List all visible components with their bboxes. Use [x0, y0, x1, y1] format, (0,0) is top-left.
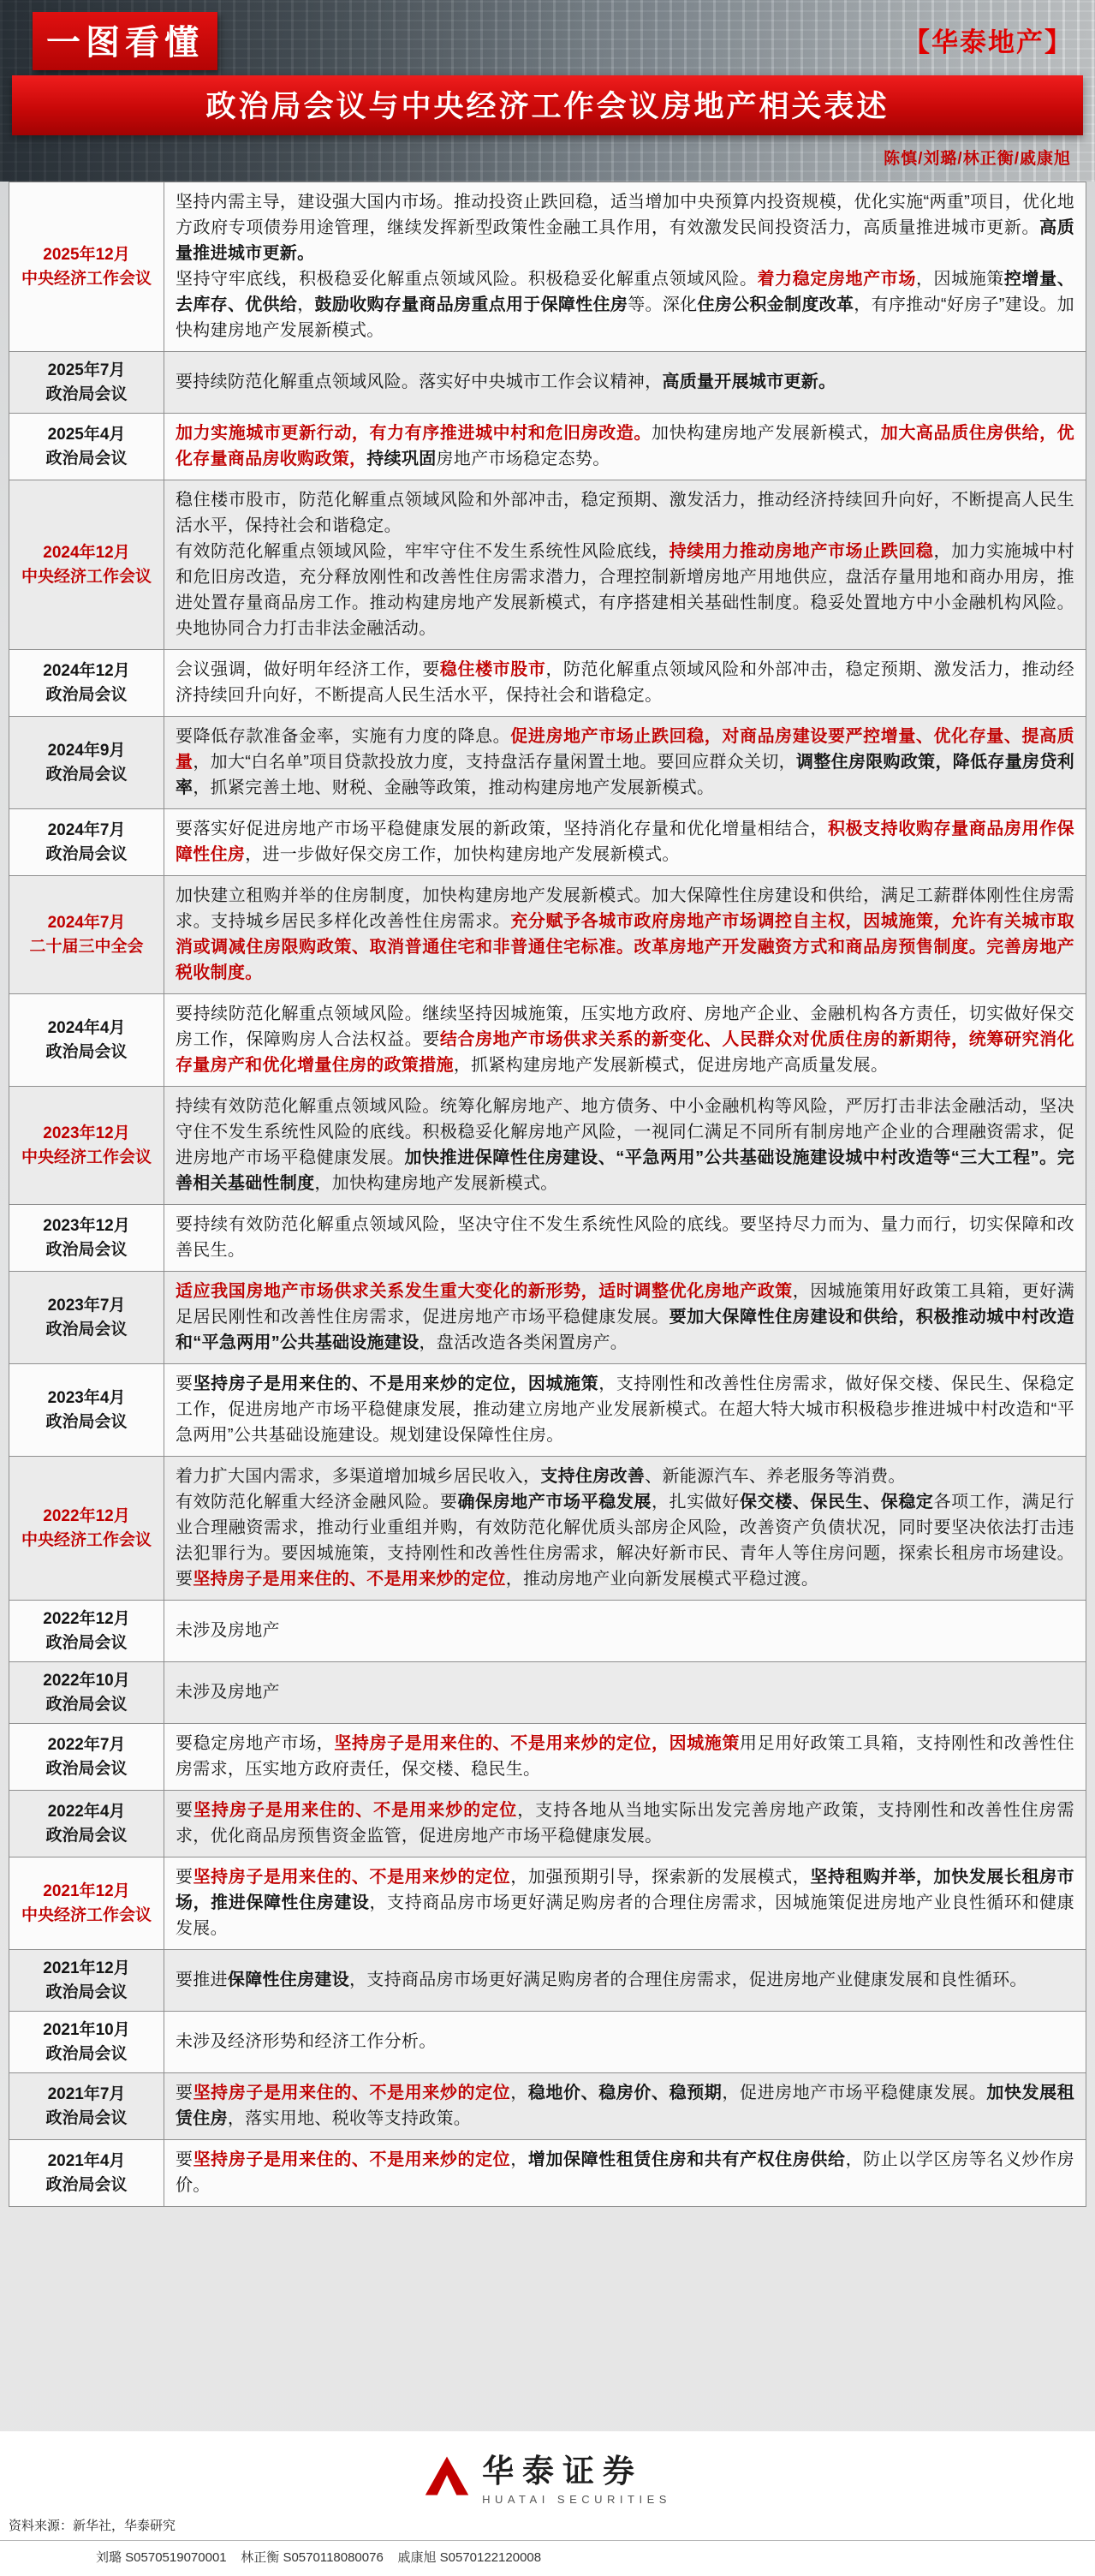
meeting-name: 政治局会议 — [45, 1826, 128, 1845]
meeting-date-cell — [9, 876, 164, 994]
statement-paragraph — [176, 1967, 1074, 1993]
meeting-statement-cell — [164, 1457, 1086, 1601]
statement-paragraph — [176, 420, 1074, 472]
statement-paragraph — [176, 883, 1074, 986]
statement-text-segment: 适应我国房地产市场供求关系发生重大变化的新形势，适时调整优化房地产政策 — [176, 1282, 793, 1302]
meeting-name: 政治局会议 — [45, 1320, 128, 1339]
statement-paragraph — [176, 657, 1074, 708]
statement-paragraph — [176, 1212, 1074, 1263]
meeting-statement-cell — [164, 2012, 1086, 2073]
table-row — [9, 414, 1086, 480]
meeting-date: 2023年4月 — [47, 1389, 126, 1408]
meeting-name: 中央经济工作会议 — [21, 1905, 152, 1924]
table-row — [9, 1364, 1086, 1457]
meeting-statement-cell — [164, 2073, 1086, 2140]
statement-text-segment: ，盘活改造各类闲置房产。 — [419, 1333, 628, 1353]
statement-text-segment: 保交楼、保民生、保稳定 — [740, 1493, 934, 1512]
statement-paragraph — [176, 1679, 1074, 1705]
statement-text-segment: ，支持商品房市场更好满足购房者的合理住房需求，促进房地产业健康发展和良性循环。 — [349, 1971, 1027, 1990]
statement-text-segment: 等。深化 — [628, 295, 698, 314]
meeting-date: 2021年12月 — [43, 1959, 130, 1978]
meeting-date-cell — [9, 1205, 164, 1272]
meeting-date: 2023年7月 — [47, 1297, 126, 1315]
statement-text-segment: 积极支持收购存量商品房用作保障性住房 — [176, 820, 1074, 865]
meeting-date-cell — [9, 1087, 164, 1205]
meeting-date: 2022年10月 — [43, 1672, 130, 1690]
meeting-statement-cell — [164, 1857, 1086, 1950]
policy-table-wrap — [9, 182, 1086, 2207]
meeting-name: 中央经济工作会议 — [21, 567, 152, 586]
meeting-statement-cell — [164, 809, 1086, 876]
statement-text-segment: ，抓紧完善土地、财税、金融等政策，推动构建房地产发展新模式。 — [193, 778, 715, 798]
statement-paragraph — [176, 1464, 1074, 1489]
meeting-name: 中央经济工作会议 — [21, 1148, 152, 1166]
meeting-date-cell — [9, 2012, 164, 2073]
statement-text-segment: 坚持房子是用来住的、不是用来炒的定位 — [193, 1868, 511, 1887]
meeting-statement-cell — [164, 182, 1086, 352]
statement-text-segment: 要持续有效防范化解重点领域风险，坚决守住不发生系统性风险的底线。要坚持尽力而为、量力而行，切实保障和改善民生。 — [176, 1215, 1074, 1261]
statement-paragraph — [176, 2147, 1074, 2198]
statement-text-segment: 有效防范化解重点领域风险，牢牢守住不发生系统性风险底线， — [176, 542, 669, 562]
meeting-statement-cell — [164, 2140, 1086, 2207]
footer — [0, 2431, 1095, 2576]
meeting-name: 政治局会议 — [45, 844, 128, 863]
statement-text-segment: ，支持刚性和改善性住房需求，做好保交楼、保民生、保稳定工作，促进房地产市场平稳健康发展，推动建立房地产业发展新模式。在超大特大城市积极稳步推进城中村改造和“平急两用”公共基础设施建设。规划建设保障性住房。 — [176, 1374, 1074, 1446]
meeting-date: 2022年4月 — [47, 1803, 126, 1822]
table-row — [9, 650, 1086, 717]
statement-text-segment: 要 — [176, 2150, 193, 2170]
statement-paragraph — [176, 1489, 1074, 1592]
table-row — [9, 1087, 1086, 1205]
statement-paragraph — [176, 539, 1074, 641]
meeting-date-cell — [9, 994, 164, 1087]
meeting-name: 政治局会议 — [45, 1633, 128, 1652]
meeting-name: 政治局会议 — [45, 1042, 128, 1061]
authors-line: 陈慎/刘璐/林正衡/戚康旭 — [884, 150, 1071, 168]
table-row — [9, 1950, 1086, 2012]
table-row — [9, 1662, 1086, 1724]
meeting-date-cell — [9, 809, 164, 876]
table-row — [9, 182, 1086, 352]
statement-text-segment: 要推进 — [176, 1971, 228, 1990]
statement-text-segment: 坚持房子是用来住的、不是用来炒的定位，因城施策 — [193, 1374, 599, 1394]
statement-text-segment: 要持续防范化解重点领域风险。落实好中央城市工作会议精神， — [176, 373, 663, 392]
statement-text-segment: 会议强调，做好明年经济工作，要 — [176, 660, 440, 680]
statement-text-segment: 着力扩大国内需求，多渠道增加城乡居民收入， — [176, 1467, 541, 1487]
meeting-date-cell — [9, 1272, 164, 1364]
meeting-name: 政治局会议 — [45, 1695, 128, 1714]
statement-text-segment: 要降低存款准备金率，实施有力度的降息。 — [176, 727, 511, 747]
table-row — [9, 994, 1086, 1087]
statement-paragraph — [176, 816, 1074, 868]
meeting-date: 2024年7月 — [47, 914, 126, 933]
statement-paragraph — [176, 2029, 1074, 2054]
statement-paragraph — [176, 1094, 1074, 1196]
statement-text-segment: ，有序推动“好房子”建设。加快构建房地产发展新模式。 — [176, 295, 1074, 340]
meeting-statement-cell — [164, 352, 1086, 414]
meeting-statement-cell — [164, 650, 1086, 717]
statement-text-segment: 控增量、去库存、优供给 — [176, 270, 1074, 314]
huatai-logo-text — [482, 2445, 671, 2506]
statement-text-segment: 坚持房子是用来住的、不是用来炒的定位 — [193, 1570, 506, 1589]
statement-text-segment: ，扎实做好 — [652, 1493, 740, 1512]
meeting-date-cell — [9, 1857, 164, 1950]
statement-text-segment: ，支持商品房市场更好满足购房者的合理住房需求，因城施策促进房地产业良性循环和健康发展。 — [176, 1893, 1074, 1939]
meeting-name: 政治局会议 — [45, 2044, 128, 2063]
statement-text-segment: 持续用力推动房地产市场止跌回稳 — [669, 542, 934, 562]
statement-text-segment: 高质量开展城市更新。 — [662, 373, 836, 392]
meeting-statement-cell — [164, 1662, 1086, 1724]
meeting-name: 中央经济工作会议 — [21, 269, 152, 288]
statement-paragraph — [176, 266, 1074, 343]
statement-paragraph — [176, 1001, 1074, 1078]
statement-text-segment: 要 — [176, 1374, 193, 1394]
meeting-name: 中央经济工作会议 — [21, 1530, 152, 1549]
statement-text-segment: 要持续防范化解重点领域风险。继续坚持因城施策，压实地方政府、房地产企业、金融机构各方责任，切实做好保交房工作，保障购房人合法权益。要 — [176, 1005, 1074, 1050]
statement-text-segment: 用足用好政策工具箱，支持刚性和改善性住房需求，压实地方政府责任，保交楼、稳民生。 — [176, 1734, 1074, 1780]
meeting-name: 政治局会议 — [45, 2108, 128, 2127]
source-note: 资料来源：新华社，华泰研究 — [9, 2519, 176, 2533]
meeting-date-cell — [9, 352, 164, 414]
meeting-date: 2021年10月 — [43, 2021, 130, 2040]
statement-text-segment: 坚持守牢底线，积极稳妥化解重点领域风险。积极稳妥化解重点领域风险。 — [176, 270, 758, 289]
meeting-date: 2025年12月 — [43, 245, 130, 264]
statement-paragraph — [176, 369, 1074, 395]
statement-text-segment: 增加保障性租赁住房和共有产权住房供给 — [527, 2150, 846, 2170]
statement-text-segment: 要加大保障性住房建设和供给，积极推动城中村改造和“平急两用”公共基础设施建设 — [176, 1308, 1074, 1353]
meeting-statement-cell — [164, 1087, 1086, 1205]
statement-text-segment: 加快构建房地产发展新模式， — [652, 424, 881, 444]
huatai-logo — [0, 2445, 1095, 2506]
meeting-date: 2023年12月 — [43, 1124, 130, 1143]
statement-text-segment: 坚持房子是用来住的、不是用来炒的定位 — [193, 2084, 511, 2103]
meeting-date-cell — [9, 717, 164, 809]
statement-text-segment: 高质量推进城市更新。 — [176, 218, 1074, 263]
statement-text-segment: 各项工作，满足行业合理融资需求，推动行业重组并购，有效防范化解优质头部房企风险，改善资产负债状况，同时要坚决依法打击违法犯罪行为。要因城施策，支持刚性和改善性住房需求，解决好新市民、青年人等住房问题，探索长租房市场建设。要 — [176, 1493, 1074, 1589]
brand-label: 【华泰地产】 — [903, 27, 1073, 57]
statement-text-segment: 、新能源汽车、养老服务等消费。 — [645, 1467, 906, 1487]
statement-paragraph — [176, 1618, 1074, 1643]
meeting-statement-cell — [164, 1950, 1086, 2012]
statement-text-segment: 住房公积金制度改革 — [697, 295, 854, 314]
meeting-statement-cell — [164, 1272, 1086, 1364]
meeting-statement-cell — [164, 994, 1086, 1087]
statement-text-segment: 坚持租购并举，加快发展长租房市场，推进保障性住房建设 — [176, 1868, 1074, 1913]
statement-text-segment: 着力稳定房地产市场 — [757, 270, 916, 289]
meeting-date: 2021年7月 — [47, 2085, 126, 2104]
logo-cn-label: 华泰证券 — [482, 2454, 644, 2490]
meeting-statement-cell — [164, 717, 1086, 809]
statement-text-segment: 支持住房改善 — [540, 1467, 646, 1487]
meeting-name: 政治局会议 — [45, 1759, 128, 1778]
meeting-statement-cell — [164, 1364, 1086, 1457]
hero-header — [0, 0, 1095, 182]
table-row — [9, 2012, 1086, 2073]
statement-text-segment: 促进房地产市场止跌回稳，对商品房建设要严控增量、优化存量、提高质量 — [176, 727, 1074, 772]
meeting-statement-cell — [164, 1205, 1086, 1272]
meeting-name: 政治局会议 — [45, 385, 128, 403]
meeting-name: 二十届三中全会 — [29, 937, 144, 956]
statement-text-segment: ，推动房地产业向新发展模式平稳过渡。 — [505, 1570, 819, 1589]
statement-text-segment: ，加强预期引导，探索新的发展模式， — [510, 1868, 811, 1887]
statement-paragraph — [176, 1279, 1074, 1356]
table-row — [9, 480, 1086, 650]
statement-text-segment: ，抓紧构建房地产发展新模式，促进房地产高质量发展。 — [453, 1056, 889, 1076]
meeting-statement-cell — [164, 1791, 1086, 1857]
statement-paragraph — [176, 724, 1074, 801]
meeting-name: 政治局会议 — [45, 685, 128, 704]
table-row — [9, 1601, 1086, 1662]
statement-text-segment: 要落实好促进房地产市场平稳健康发展的新政策，坚持消化存量和优化增量相结合， — [176, 820, 828, 839]
analyst-ids: 刘璐 S0570519070001 林正衡 S0570118080076 戚康旭 S0570122120008 — [0, 2540, 1095, 2576]
table-row — [9, 2140, 1086, 2207]
statement-text-segment: ，进一步做好保交房工作，加快构建房地产发展新模式。 — [245, 845, 680, 865]
meeting-date: 2024年7月 — [47, 821, 126, 840]
statement-text-segment: 未涉及房地产 — [176, 1683, 280, 1702]
table-row — [9, 1205, 1086, 1272]
statement-text-segment: 稳地价、稳房价、稳预期 — [527, 2084, 723, 2103]
table-row — [9, 1457, 1086, 1601]
statement-text-segment: ，落实用地、税收等支持政策。 — [227, 2109, 472, 2129]
meeting-date: 2024年12月 — [43, 662, 130, 681]
table-row — [9, 352, 1086, 414]
statement-text-segment: 加快推进保障性住房建设、“平急两用”公共基础设施建设城中村改造等“三大工程”。完善相关基础性制度 — [176, 1148, 1075, 1194]
statement-text-segment: 要稳定房地产市场， — [176, 1734, 335, 1754]
meeting-date: 2023年12月 — [43, 1217, 130, 1236]
meeting-statement-cell — [164, 480, 1086, 650]
statement-text-segment: ， — [510, 2150, 528, 2170]
statement-text-segment: 坚持内需主导，建设强大国内市场。推动投资止跌回稳，适当增加中央预算内投资规模，优化实施“两重”项目，优化地方政府专项债券用途管理，继续发挥新型政策性金融工具作用，有效激发民间投资活力，高质量推进城市更新。 — [176, 193, 1074, 237]
statement-text-segment: 未涉及房地产 — [176, 1621, 280, 1641]
meeting-date-cell — [9, 1601, 164, 1662]
statement-text-segment: ，促进房地产市场平稳健康发展。 — [722, 2084, 987, 2103]
meeting-name: 政治局会议 — [45, 449, 128, 468]
policy-table — [9, 182, 1086, 2207]
table-row — [9, 1791, 1086, 1857]
meeting-date: 2024年12月 — [43, 544, 130, 563]
statement-text-segment: 加快建立租购并举的住房制度，加快构建房地产发展新模式。加大保障性住房建设和供给，满足工薪群体刚性住房需求。支持城乡居民多样化改善性住房需求。 — [176, 886, 1074, 932]
table-row — [9, 1724, 1086, 1791]
statement-text-segment: ， — [510, 2084, 528, 2103]
statement-text-segment: 确保房地产市场平稳发展 — [457, 1493, 652, 1512]
badge-label: 一图看懂 — [33, 12, 217, 70]
meeting-date-cell — [9, 1457, 164, 1601]
statement-text-segment: 坚持房子是用来住的、不是用来炒的定位 — [193, 1801, 518, 1821]
meeting-date-cell — [9, 2073, 164, 2140]
statement-text-segment: ，因城施策 — [915, 270, 1004, 289]
statement-text-segment: 结合房地产市场供求关系的新变化、人民群众对优质住房的新期待，统筹研究消化存量房产和优化增量住房的政策措施 — [176, 1030, 1074, 1076]
table-row — [9, 876, 1086, 994]
statement-text-segment: ，加大“白名单”项目贷款投放力度，支持盘活存量闲置土地。要回应群众关切， — [193, 753, 796, 772]
page-title: 政治局会议与中央经济工作会议房地产相关表述 — [12, 75, 1083, 135]
statement-paragraph — [176, 1798, 1074, 1849]
meeting-name: 政治局会议 — [45, 1240, 128, 1259]
meeting-date-cell — [9, 2140, 164, 2207]
statement-text-segment: 要 — [176, 1801, 194, 1821]
meeting-date-cell — [9, 1724, 164, 1791]
statement-text-segment: ，防止以学区房等名义炒作房价。 — [176, 2150, 1074, 2196]
statement-text-segment: 坚持房子是用来住的、不是用来炒的定位 — [193, 2150, 511, 2170]
statement-text-segment: 稳住楼市股市，防范化解重点领域风险和外部冲击，稳定预期、激发活力，推动经济持续回升向好，不断提高人民生活水平，保持社会和谐稳定。 — [176, 491, 1074, 536]
meeting-name: 政治局会议 — [45, 1412, 128, 1431]
meeting-date-cell — [9, 414, 164, 480]
meeting-date-cell — [9, 1791, 164, 1857]
table-row — [9, 1272, 1086, 1364]
statement-text-segment: ，因城施策用好政策工具箱，更好满足居民刚性和改善性住房需求，促进房地产市场平稳健康发展。 — [176, 1282, 1074, 1327]
meeting-date: 2022年12月 — [43, 1507, 130, 1526]
statement-text-segment: 持续巩固 — [366, 450, 437, 469]
statement-text-segment: 要 — [176, 1868, 193, 1887]
meeting-name: 政治局会议 — [45, 2175, 128, 2194]
meeting-name: 政治局会议 — [45, 1983, 128, 2001]
statement-text-segment: 房地产市场稳定态势。 — [436, 450, 610, 469]
logo-en-label: HUATAI SECURITIES — [482, 2493, 671, 2506]
meeting-statement-cell — [164, 414, 1086, 480]
meeting-statement-cell — [164, 1724, 1086, 1791]
statement-text-segment: ，支持各地从当地实际出发完善房地产政策，支持刚性和改善性住房需求，优化商品房预售资金监管，促进房地产市场平稳健康发展。 — [176, 1801, 1074, 1846]
statement-paragraph — [176, 2080, 1074, 2132]
statement-text-segment: 调整住房限购政策，降低存量房贷利率 — [176, 753, 1074, 798]
statement-text-segment: 鼓励收购存量商品房重点用于保障性住房 — [314, 295, 628, 314]
statement-text-segment: 充分赋予各城市政府房地产市场调控自主权，因城施策，允许有关城市取消或调减住房限购政策、取消普通住宅和非普通住宅标准。改革房地产开发融资方式和商品房预售制度。完善房地产税收制度。 — [176, 912, 1074, 983]
meeting-date-cell — [9, 1662, 164, 1724]
statement-paragraph — [176, 1731, 1074, 1782]
meeting-date: 2024年4月 — [47, 1019, 126, 1038]
table-row — [9, 717, 1086, 809]
statement-text-segment: 加大高品质住房供给，优化存量商品房收购政策， — [176, 424, 1074, 469]
meeting-date-cell — [9, 650, 164, 717]
meeting-date-cell — [9, 1950, 164, 2012]
statement-paragraph — [176, 1371, 1074, 1448]
statement-text-segment: 坚持房子是用来住的、不是用来炒的定位，因城施策 — [334, 1734, 740, 1754]
meeting-date: 2024年9月 — [47, 742, 126, 760]
statement-text-segment: 持续有效防范化解重点领域风险。统筹化解房地产、地方债务、中小金融机构等风险，严厉打击非法金融活动，坚决守住不发生系统性风险的底线。积极稳妥化解房地产风险，一视同仁满足不同所有制房地产企业的合理融资需求，促进房地产市场平稳健康发展。 — [176, 1097, 1074, 1168]
statement-text-segment: 加快发展租赁住房 — [176, 2084, 1074, 2129]
statement-text-segment: 稳住楼市股市 — [439, 660, 546, 680]
statement-paragraph — [176, 1864, 1074, 1941]
meeting-date: 2025年4月 — [47, 426, 126, 444]
statement-text-segment: ，加快构建房地产发展新模式。 — [314, 1174, 558, 1194]
meeting-date: 2021年4月 — [47, 2152, 126, 2171]
statement-text-segment: 保障性住房建设 — [227, 1971, 350, 1990]
meeting-date: 2025年7月 — [47, 361, 126, 379]
statement-text-segment: 有效防范化解重大经济金融风险。要 — [176, 1493, 458, 1512]
table-row — [9, 2073, 1086, 2140]
meeting-statement-cell — [164, 876, 1086, 994]
meeting-date: 2022年7月 — [47, 1736, 126, 1755]
statement-text-segment: 加力实施城市更新行动，有力有序推进城中村和危旧房改造。 — [176, 424, 652, 444]
statement-text-segment: 要 — [176, 2084, 193, 2103]
meeting-date-cell — [9, 1364, 164, 1457]
huatai-logo-icon — [424, 2456, 470, 2496]
meeting-date-cell — [9, 182, 164, 352]
table-row — [9, 1857, 1086, 1950]
statement-paragraph — [176, 487, 1074, 539]
meeting-date-cell — [9, 480, 164, 650]
policy-table-body — [9, 182, 1086, 2207]
statement-text-segment: ，加力实施城中村和危旧房改造，充分释放刚性和改善性住房需求潜力，合理控制新增房地产用地供应，盘活存量用地和商办用房，推进处置存量商品房工作。推动构建房地产发展新模式，有序搭建相关基础性制度。稳妥处置地方中小金融机构风险。央地协同合力打击非法金融活动。 — [176, 542, 1074, 639]
statement-paragraph — [176, 189, 1074, 266]
statement-text-segment: ， — [297, 295, 315, 314]
meeting-statement-cell — [164, 1601, 1086, 1662]
statement-text-segment: 未涉及经济形势和经济工作分析。 — [176, 2032, 437, 2052]
meeting-name: 政治局会议 — [45, 765, 128, 784]
statement-text-segment: ，防范化解重点领域风险和外部冲击，稳定预期、激发活力，推动经济持续回升向好，不断提高人民生活水平，保持社会和谐稳定。 — [176, 660, 1074, 706]
meeting-date: 2021年12月 — [43, 1882, 130, 1901]
meeting-date: 2022年12月 — [43, 1610, 130, 1629]
table-row — [9, 809, 1086, 876]
